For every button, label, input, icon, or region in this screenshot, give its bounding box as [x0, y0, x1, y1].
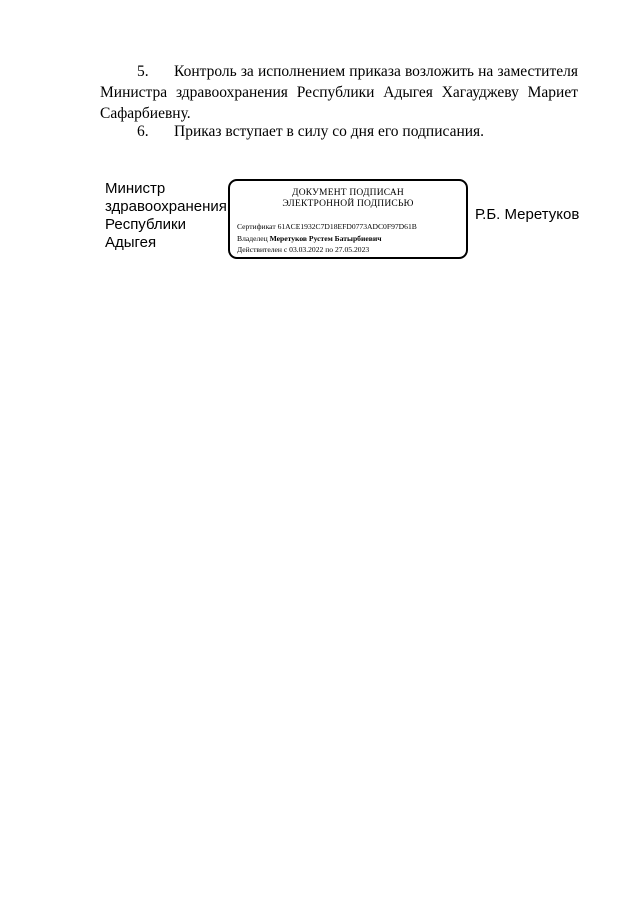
signer-position	[105, 180, 227, 252]
valid-from: 03.03.2022	[289, 245, 324, 254]
order-item-6	[100, 121, 578, 142]
owner-label: Владелец	[237, 234, 268, 243]
stamp-owner-row	[237, 234, 381, 243]
valid-label: Действителен с	[237, 245, 288, 254]
electronic-signature-stamp	[228, 179, 468, 259]
item-text: Приказ вступает в силу со дня его подписания.	[174, 123, 485, 140]
item-text: Контроль за исполнением приказа возложить на заместителя Министра здравоохранения Республики Адыгея Хагауджеву Мариет Сафарбиевну.	[100, 63, 578, 122]
valid-to: 27.05.2023	[335, 245, 370, 254]
order-item-5	[100, 61, 578, 124]
stamp-title	[230, 188, 466, 210]
signer-position-line: Министр	[105, 180, 166, 197]
signer-name: Р.Б. Меретуков	[475, 206, 580, 223]
stamp-certificate-row	[237, 222, 417, 231]
signer-position-line: Республики	[105, 216, 186, 233]
signer-position-line: Адыгея	[105, 234, 157, 251]
stamp-title-line: ДОКУМЕНТ ПОДПИСАН	[292, 188, 404, 198]
stamp-title-line: ЭЛЕКТРОННОЙ ПОДПИСЬЮ	[282, 199, 414, 209]
item-number: 5.	[137, 63, 149, 80]
stamp-validity-row	[237, 245, 369, 254]
certificate-value: 61ACE1932C7D18EFD0773ADC0F97D61B	[277, 222, 417, 231]
owner-value: Меретуков Рустем Батырбиевич	[269, 234, 382, 243]
item-number: 6.	[137, 123, 149, 140]
signer-position-line: здравоохранения	[105, 198, 227, 215]
certificate-label: Сертификат	[237, 222, 276, 231]
valid-to-label: по	[325, 245, 334, 254]
